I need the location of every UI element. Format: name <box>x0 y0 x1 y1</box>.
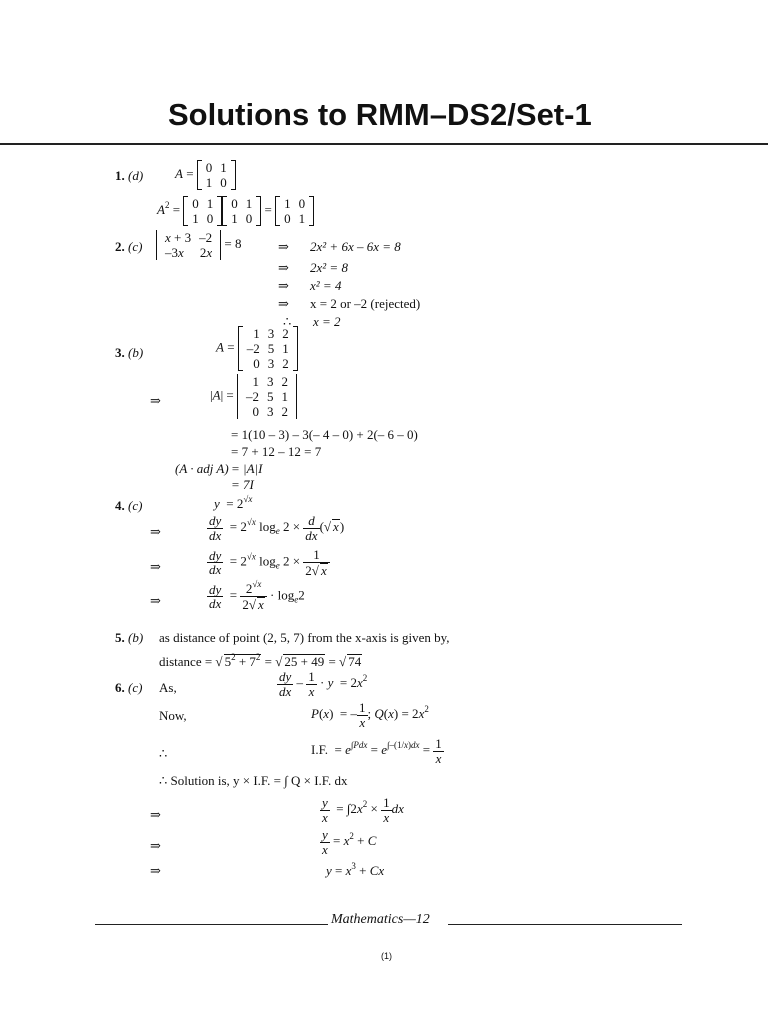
q6-if: I.F. = $e^{\int Pdx} = e^{\int-(1/x)dx}$ = $\frac{1}{x}$ <box>311 736 442 766</box>
q6-solution: ∴ Solution is, y × I.F. = ∫ Q × I.F. dx <box>159 773 348 788</box>
q4-number: 4. (c) <box>115 498 143 513</box>
q2-step-3: x² = 4 <box>310 278 342 293</box>
q6-equation: $\frac{dy}{dx}$ – $\frac{1}{x}$ · $y = 2x^2$ <box>279 669 368 699</box>
q4-implies-2: ⇒ <box>150 559 161 574</box>
q6-step-3: $y = x^3 + Cx$ <box>326 861 385 878</box>
q4-step-1: $\frac{dy}{dx}$ = $2^{√x}$ $\log_e 2$ × $\frac{d}{dx}$ (√ x) <box>209 513 345 543</box>
q2-step-2: 2x² = 8 <box>310 260 348 275</box>
q2-implies-3: ⇒ <box>278 278 289 293</box>
q3-implies: ⇒ <box>150 393 161 408</box>
q4-step-3: $\frac{dy}{dx}$ = $\frac{2^{√x}}{2√ x}$ · $\log_e2$ <box>209 579 305 612</box>
q6-implies-3: ⇒ <box>150 863 161 878</box>
q6-implies-2: ⇒ <box>150 838 161 853</box>
q5-statement: as distance of point (2, 5, 7) from the x-axis is given by, <box>159 630 450 645</box>
q6-number: 6. (c) <box>115 680 143 695</box>
q6-step-1: $\frac{y}{x}$ = $\int 2x^2$ × $\frac{1}{x}$ dx <box>322 795 404 825</box>
q5-number: 5. (b) <box>115 630 144 645</box>
q6-as-label: As, <box>159 680 177 695</box>
q2-therefore: ∴ <box>283 314 292 329</box>
q3-number: 3. (b) <box>115 345 144 360</box>
q1-matrix-a: A = 0 1 1 0 <box>175 160 236 190</box>
q6-step-2: $\frac{y}{x}$ = $x^2 + C$ <box>322 827 377 857</box>
q2-determinant: x + 3 –2 –3x 2x = 8 <box>156 230 241 260</box>
q3-adj-label: (A · adj A) <box>175 461 229 476</box>
q2-step-5: x = 2 <box>313 314 341 329</box>
q2-implies-1: ⇒ <box>278 239 289 254</box>
footer-rule-left <box>95 924 328 925</box>
q1-number: 1. (d) <box>115 168 144 183</box>
footer-rule-right <box>448 924 682 925</box>
footer-subject: Mathematics—12 <box>331 912 430 927</box>
q3-matrix-a: A = 1 3 2 –2 5 1 0 3 2 <box>216 326 298 371</box>
q3-expand: = 1(10 – 3) – 3(– 4 – 0) + 2(– 6 – 0) <box>231 427 418 442</box>
q2-number: 2. (c) <box>115 239 143 254</box>
q1-a-squared: $A^2$ = 0 1 1 0 0 1 1 0 = 1 0 0 1 <box>157 196 314 226</box>
q5-distance: distance = √ $5^2 + 7^2$ = √ 25 + 49 = √ 74 <box>159 652 362 669</box>
q6-pq: P(x) = – $\frac{1}{x}$ ; $Q(x) = 2x^2$ <box>311 700 429 730</box>
q4-implies-1: ⇒ <box>150 524 161 539</box>
q6-now-label: Now, <box>159 708 187 723</box>
q3-det-a: |A| = 1 3 2 –2 5 1 0 3 2 <box>210 374 297 419</box>
q3-adj-value: = |A|I <box>231 461 263 476</box>
q3-result: = 7 + 12 – 12 = 7 <box>231 444 322 459</box>
q2-step-1: 2x² + 6x – 6x = 8 <box>310 239 401 254</box>
q2-implies-2: ⇒ <box>278 260 289 275</box>
q6-implies-1: ⇒ <box>150 807 161 822</box>
q6-therefore: ∴ <box>159 746 168 761</box>
q4-y: $y = 2^{√x}$ <box>214 494 253 511</box>
q4-implies-3: ⇒ <box>150 593 161 608</box>
page-title: Solutions to RMM–DS2/Set-1 <box>168 97 592 132</box>
title-rule <box>0 143 768 145</box>
q2-implies-4: ⇒ <box>278 296 289 311</box>
q3-final: = 7I <box>231 477 254 492</box>
q2-step-4: x = 2 or –2 (rejected) <box>310 296 421 311</box>
page-number: (1) <box>381 951 392 961</box>
q4-step-2: $\frac{dy}{dx}$ = $2^{√x}$ $\log_e 2$ × $\frac{1}{2√ x}$ <box>207 548 330 577</box>
